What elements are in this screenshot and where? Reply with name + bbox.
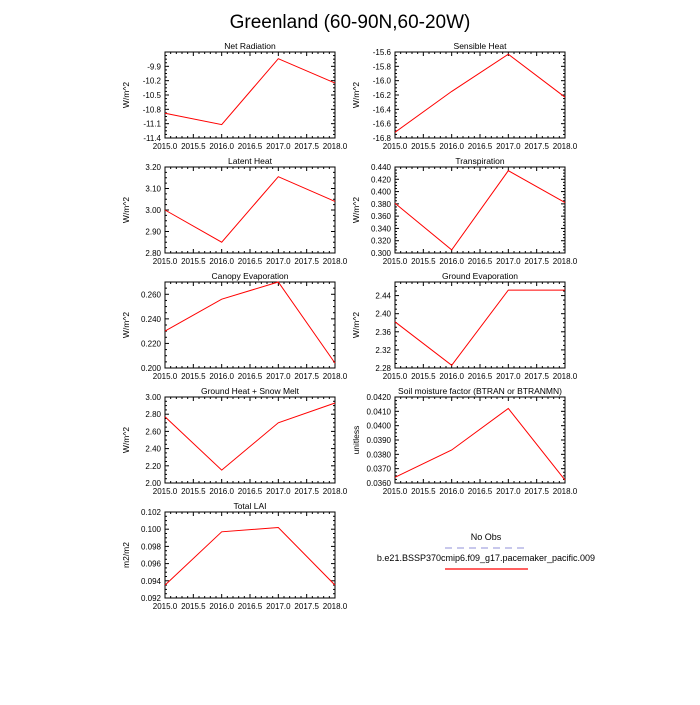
x-tick-label: 2015.0 <box>382 257 408 266</box>
x-tick-label: 2016.0 <box>209 257 234 266</box>
panel-title: Ground Heat + Snow Melt <box>200 386 300 396</box>
legend <box>377 532 595 569</box>
y-axis-label: unitless <box>351 425 361 455</box>
x-tick-label: 2017.0 <box>496 142 521 151</box>
x-tick-label: 2017.5 <box>524 257 549 266</box>
x-tick-label: 2015.5 <box>181 372 206 381</box>
plot-frame <box>395 282 565 368</box>
x-tick-label: 2015.0 <box>152 142 178 151</box>
y-tick-label: -15.6 <box>372 48 391 57</box>
x-tick-label: 2016.0 <box>209 602 234 611</box>
x-tick-label: 2015.0 <box>152 602 178 611</box>
x-tick-label: 2015.0 <box>382 372 408 381</box>
x-tick-label: 2017.0 <box>266 602 291 611</box>
y-tick-label: 2.80 <box>145 410 161 420</box>
y-tick-label: 0.094 <box>140 576 161 586</box>
x-tick-label: 2017.0 <box>496 372 521 381</box>
x-tick-label: 2016.0 <box>439 257 464 266</box>
x-tick-label: 2015.0 <box>152 257 178 266</box>
y-tick-label: 2.90 <box>145 227 161 237</box>
x-tick-label: 2017.5 <box>524 372 549 381</box>
y-tick-label: -10.2 <box>142 76 161 86</box>
x-tick-label: 2017.0 <box>266 372 291 381</box>
y-axis-label: W/m^2 <box>351 311 361 339</box>
x-tick-label: 2015.0 <box>152 372 178 381</box>
x-tick-label: 2017.5 <box>294 602 319 611</box>
y-tick-label: 2.36 <box>375 327 391 337</box>
panel-title: Net Radiation <box>224 41 276 51</box>
series-line <box>395 409 565 481</box>
series-line <box>395 171 565 250</box>
plot-frame <box>395 397 565 483</box>
y-tick-label: 0.240 <box>140 314 161 324</box>
x-tick-label: 2017.5 <box>524 142 549 151</box>
panel-title: Latent Heat <box>228 156 272 166</box>
y-tick-label: -11.1 <box>143 119 161 129</box>
y-tick-label: 3.10 <box>145 184 161 194</box>
panel-canopy-evaporation <box>121 271 348 381</box>
x-tick-label: 2015.5 <box>181 142 206 151</box>
y-tick-label: -16.8 <box>372 134 391 143</box>
y-tick-label: -16.6 <box>372 119 391 129</box>
x-tick-label: 2016.0 <box>209 372 234 381</box>
plot-frame <box>395 52 565 138</box>
x-tick-label: 2015.5 <box>411 372 436 381</box>
y-axis-label: W/m^2 <box>121 311 131 339</box>
x-tick-label: 2015.5 <box>411 257 436 266</box>
y-tick-label: 0.260 <box>140 290 161 300</box>
series-line <box>395 54 565 132</box>
x-tick-label: 2015.0 <box>382 487 408 496</box>
y-axis-label: W/m^2 <box>351 196 361 224</box>
series-line <box>165 177 335 243</box>
y-tick-label: 0.0400 <box>366 421 391 431</box>
x-tick-label: 2016.5 <box>237 372 263 381</box>
figure-title: Greenland (60-90N,60-20W) <box>229 12 471 33</box>
x-tick-label: 2015.5 <box>181 257 206 266</box>
panel-title: Soil moisture factor (BTRAN or BTRANMN) <box>398 386 562 396</box>
y-tick-label: 0.420 <box>370 175 391 185</box>
legend-model-label: b.e21.BSSP370cmip6.f09_g17.pacemaker_pacific.009 <box>376 553 596 563</box>
y-tick-label: 0.0390 <box>366 436 391 445</box>
x-tick-label: 2015.0 <box>382 142 408 151</box>
plot-frame <box>165 282 335 368</box>
panels <box>121 41 578 611</box>
panel-latent-heat <box>121 156 348 266</box>
x-tick-label: 2016.5 <box>467 372 493 381</box>
y-tick-label: -10.8 <box>142 105 161 115</box>
legend-obs-label: No Obs <box>470 532 502 542</box>
x-tick-label: 2017.0 <box>496 257 521 266</box>
y-tick-label: -9.9 <box>147 62 161 72</box>
x-tick-label: 2017.5 <box>294 487 319 496</box>
x-tick-label: 2016.0 <box>439 487 464 496</box>
x-tick-label: 2017.5 <box>524 487 549 496</box>
y-tick-label: 2.20 <box>145 461 161 471</box>
y-tick-label: 0.300 <box>370 249 391 258</box>
y-tick-label: 0.092 <box>140 594 161 603</box>
panel-net-radiation <box>121 41 348 151</box>
x-tick-label: 2018.0 <box>552 257 578 266</box>
x-tick-label: 2015.0 <box>152 487 178 496</box>
y-tick-label: -16.0 <box>372 76 391 86</box>
y-tick-label: 0.200 <box>140 364 161 373</box>
y-tick-label: 0.320 <box>370 236 391 246</box>
y-tick-label: 0.096 <box>140 559 161 569</box>
x-tick-label: 2017.0 <box>266 257 291 266</box>
x-tick-label: 2018.0 <box>322 487 348 496</box>
series-line <box>165 528 335 586</box>
series-line <box>165 59 335 125</box>
x-tick-label: 2016.5 <box>467 142 493 151</box>
x-tick-label: 2018.0 <box>322 257 348 266</box>
panel-total-lai <box>121 501 348 611</box>
y-tick-label: 0.102 <box>140 508 161 517</box>
x-tick-label: 2017.0 <box>266 487 291 496</box>
y-tick-label: -15.8 <box>372 62 391 72</box>
y-axis-label: W/m^2 <box>351 81 361 109</box>
x-tick-label: 2018.0 <box>322 372 348 381</box>
x-tick-label: 2018.0 <box>552 142 578 151</box>
plot-frame <box>165 52 335 138</box>
y-axis-label: W/m^2 <box>121 81 131 109</box>
panel-title: Total LAI <box>233 501 267 511</box>
x-tick-label: 2017.5 <box>294 142 319 151</box>
x-tick-label: 2017.0 <box>266 142 291 151</box>
x-tick-label: 2015.5 <box>181 602 206 611</box>
x-tick-label: 2016.0 <box>439 372 464 381</box>
y-tick-label: 0.340 <box>370 224 391 234</box>
x-tick-label: 2018.0 <box>552 487 578 496</box>
y-tick-label: 0.360 <box>370 212 391 222</box>
x-tick-label: 2016.5 <box>237 487 263 496</box>
x-tick-label: 2015.5 <box>411 142 436 151</box>
y-tick-label: 2.44 <box>375 291 391 301</box>
panel-sensible-heat <box>351 41 578 151</box>
panel-title: Sensible Heat <box>453 41 507 51</box>
panel-soil-moisture-factor-btran-or-btranmn <box>351 386 578 496</box>
x-tick-label: 2018.0 <box>322 602 348 611</box>
y-tick-label: 0.0410 <box>366 407 391 417</box>
y-tick-label: 0.440 <box>370 163 391 172</box>
y-tick-label: -11.4 <box>143 134 161 143</box>
y-tick-label: 3.00 <box>145 393 161 402</box>
y-tick-label: 0.0420 <box>366 393 391 402</box>
y-tick-label: 2.40 <box>375 309 391 319</box>
y-tick-label: 0.100 <box>140 525 161 535</box>
x-tick-label: 2016.5 <box>237 142 263 151</box>
x-tick-label: 2016.5 <box>467 257 493 266</box>
x-tick-label: 2015.5 <box>181 487 206 496</box>
panel-ground-evaporation <box>351 271 578 381</box>
x-tick-label: 2018.0 <box>552 372 578 381</box>
y-tick-label: 3.00 <box>145 206 161 215</box>
panel-ground-heat-snow-melt <box>121 386 348 496</box>
plot-frame <box>165 397 335 483</box>
x-tick-label: 2017.5 <box>294 372 319 381</box>
series-line <box>165 403 335 470</box>
y-tick-label: 2.40 <box>145 444 161 454</box>
y-tick-label: 0.380 <box>370 199 391 209</box>
y-tick-label: 0.220 <box>140 339 161 349</box>
y-tick-label: 0.400 <box>370 187 391 197</box>
plot-frame <box>165 512 335 598</box>
x-tick-label: 2017.5 <box>294 257 319 266</box>
x-tick-label: 2016.5 <box>237 602 263 611</box>
panel-title: Transpiration <box>455 156 505 166</box>
y-tick-label: 0.0380 <box>366 450 391 460</box>
series-line <box>165 282 335 363</box>
x-tick-label: 2015.5 <box>411 487 436 496</box>
y-tick-label: 0.098 <box>140 542 161 552</box>
y-tick-label: 2.28 <box>375 364 391 373</box>
x-tick-label: 2018.0 <box>322 142 348 151</box>
y-axis-label: W/m^2 <box>121 426 131 454</box>
series-line <box>395 290 565 365</box>
panel-title: Ground Evaporation <box>441 271 519 281</box>
x-tick-label: 2016.0 <box>209 142 234 151</box>
y-tick-label: 3.20 <box>145 163 161 172</box>
y-axis-label: W/m^2 <box>121 196 131 224</box>
y-tick-label: 2.80 <box>145 249 161 258</box>
x-tick-label: 2016.5 <box>237 257 263 266</box>
x-tick-label: 2016.0 <box>439 142 464 151</box>
y-tick-label: 2.60 <box>145 427 161 437</box>
y-tick-label: -10.5 <box>142 91 161 100</box>
y-tick-label: 0.0370 <box>366 464 391 474</box>
panel-transpiration <box>351 156 578 266</box>
y-tick-label: -16.2 <box>372 91 391 100</box>
y-tick-label: 2.32 <box>375 345 391 355</box>
panel-title: Canopy Evaporation <box>211 271 289 281</box>
y-tick-label: 0.0360 <box>366 479 391 488</box>
x-tick-label: 2016.5 <box>467 487 493 496</box>
x-tick-label: 2017.0 <box>496 487 521 496</box>
y-tick-label: -16.4 <box>372 105 391 115</box>
y-axis-label: m2/m2 <box>121 542 131 568</box>
y-tick-label: 2.00 <box>145 479 161 488</box>
x-tick-label: 2016.0 <box>209 487 234 496</box>
